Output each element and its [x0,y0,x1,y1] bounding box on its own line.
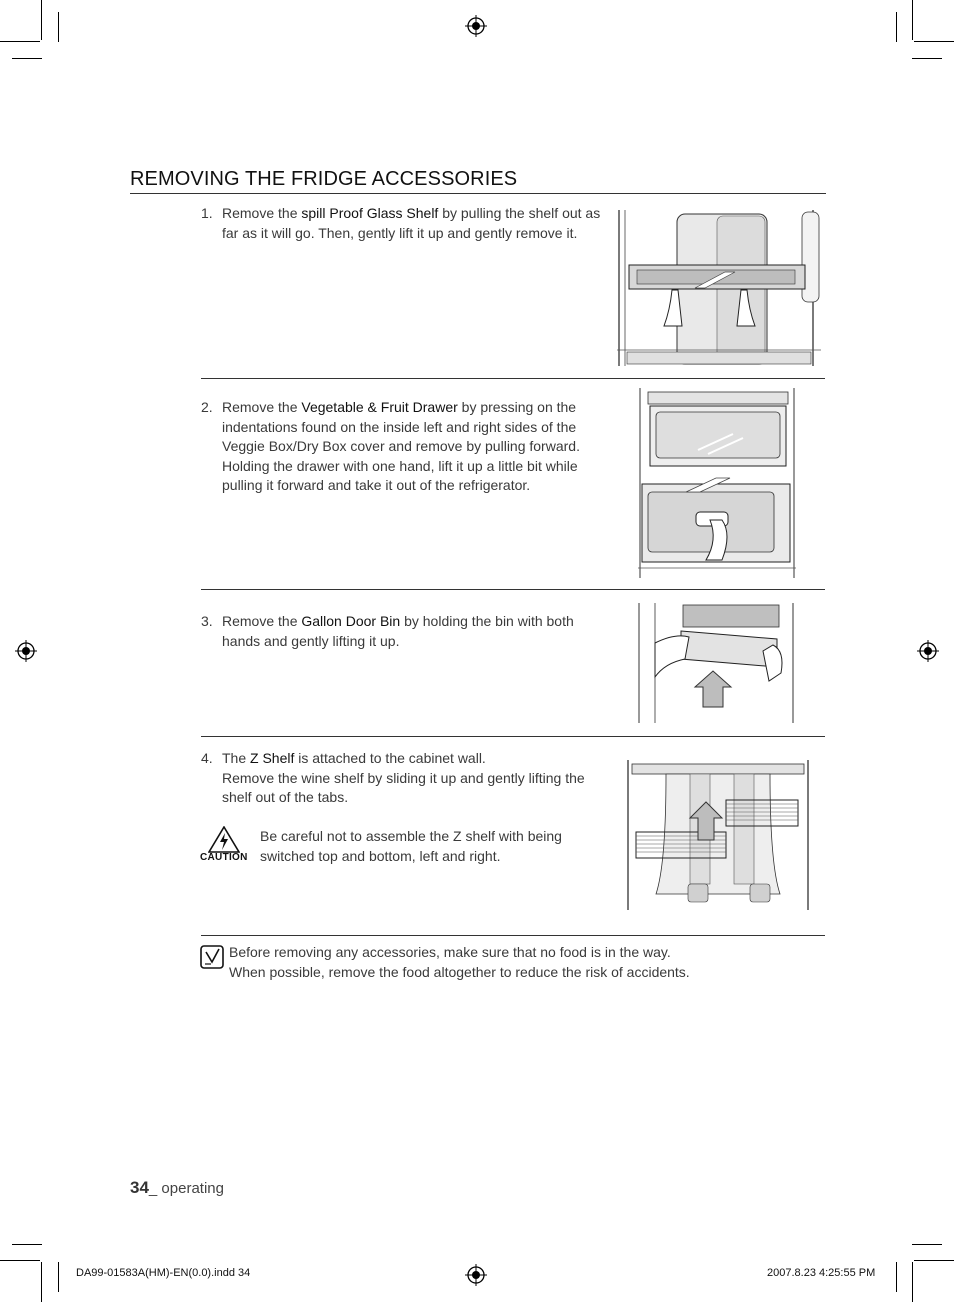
step-text: Remove the wine shelf by sliding it up and gently lifting the [222,769,585,786]
crop-mark [914,1260,954,1261]
step-text: by pressing on the [457,399,577,415]
glass-shelf-illustration [617,210,821,366]
step-text: Holding the drawer with one hand, lift it up a little bit while [222,457,578,474]
crop-mark [896,1262,897,1292]
crop-mark [58,12,59,42]
crop-mark [58,1262,59,1292]
step-text: is attached to the cabinet wall. [294,750,486,766]
crop-mark [912,58,942,59]
part-name: Gallon Door Bin [301,613,401,629]
step-number: 2. [201,399,213,415]
section-name: _ operating [148,1180,224,1197]
caution-line: switched top and bottom, left and right. [260,847,501,864]
note-icon [200,945,224,969]
step-text: by pulling the shelf out as [438,205,601,221]
part-name: Z Shelf [250,750,295,766]
print-slug-timestamp: 2007.8.23 4:25:55 PM [767,1267,876,1279]
crop-mark [896,12,897,42]
page-footer [130,1178,224,1198]
crop-mark [41,1262,42,1302]
part-name: spill Proof Glass Shelf [301,205,439,221]
step-text: Remove the [222,205,302,221]
crop-mark [914,41,954,42]
caution-line: Be careful not to assemble the Z shelf with being [260,828,562,844]
step-text: by holding the bin with both [400,613,574,629]
section-divider [201,935,825,936]
gallon-door-bin-illustration [637,603,795,723]
registration-mark-icon [465,15,487,37]
step-text: far as it will go. Then, gently lift it up and gently remove it. [222,224,578,241]
crop-mark [41,0,42,40]
crop-mark [912,0,913,40]
step-text: Remove the [222,613,302,629]
caution-label: CAUTION [200,852,248,863]
print-slug-file: DA99-01583A(HM)-EN(0.0).indd 34 [76,1267,251,1279]
note-line: Before removing any accessories, make sure that no food is in the way. [229,944,671,960]
step-text: hands and gently lifting it up. [222,632,400,649]
registration-mark-icon [465,1264,487,1286]
step-text: Veggie Box/Dry Box cover and remove by pulling forward. [222,438,580,455]
registration-mark-icon [15,640,37,662]
registration-mark-icon [917,640,939,662]
part-name: Vegetable & Fruit Drawer [301,399,458,415]
vegetable-drawer-illustration [638,388,796,578]
step-number: 1. [201,205,213,221]
crop-mark [12,58,42,59]
title-rule [130,193,826,194]
step-number: 4. [201,750,213,766]
step-text: pulling it forward and take it out of the refrigerator. [222,477,531,494]
crop-mark [912,1244,942,1245]
crop-mark [0,41,40,42]
page-title: REMOVING THE FRIDGE ACCESSORIES [130,168,518,190]
crop-mark [912,1262,913,1302]
page-number: 34 [130,1178,149,1197]
crop-mark [12,1244,42,1245]
step-text: indentations found on the inside left and right sides of the [222,418,577,435]
section-divider [201,378,825,379]
caution-text [260,827,590,866]
z-shelf-illustration [626,760,810,910]
section-divider [201,736,825,737]
step-number: 3. [201,613,213,629]
caution-icon [208,826,240,854]
step-text: shelf out of the tabs. [222,789,349,806]
step-text: The [222,750,251,766]
note-line: When possible, remove the food altogether to reduce the risk of accidents. [229,963,690,980]
crop-mark [0,1260,40,1261]
section-divider [201,589,825,590]
note-text [229,943,789,982]
step-text: Remove the [222,399,302,415]
